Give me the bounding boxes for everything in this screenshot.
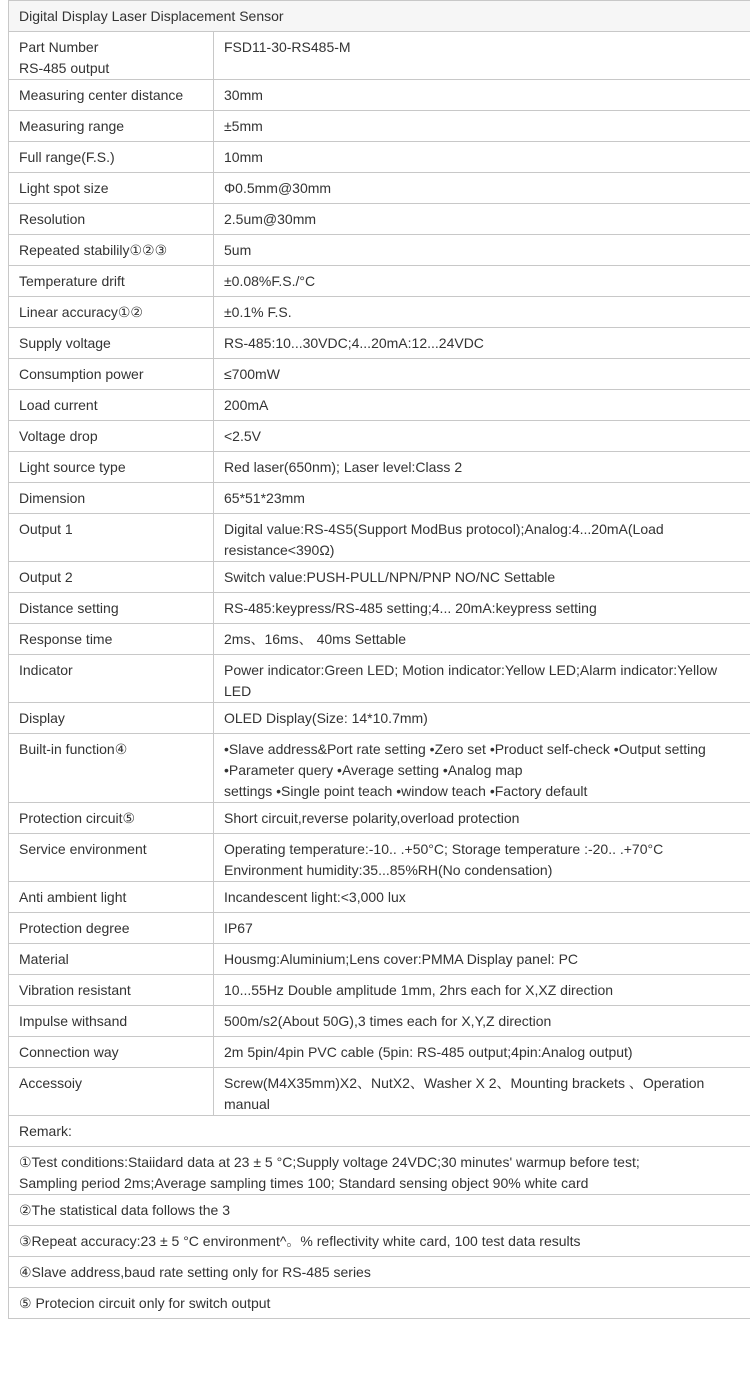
spec-label (9, 655, 214, 703)
spec-label-line: Voltage drop (19, 428, 98, 444)
spec-value (214, 1068, 750, 1116)
spec-value-line: 2ms、16ms、 40ms Settable (224, 631, 407, 647)
spec-label (9, 562, 214, 593)
spec-sheet (8, 0, 750, 1319)
table-row (9, 944, 750, 975)
spec-value-line: Short circuit,reverse polarity,overload protection (224, 810, 520, 826)
table-row (9, 803, 750, 834)
spec-value-line: 10mm (224, 149, 263, 165)
remark-line: ⑤ Protecion circuit only for switch output (19, 1295, 271, 1311)
spec-value (214, 803, 750, 834)
spec-label-line: Output 2 (19, 569, 73, 585)
table-row (9, 655, 750, 703)
spec-label-line: Anti ambient light (19, 889, 127, 905)
spec-label (9, 173, 214, 204)
spec-value-line: 2m 5pin/4pin PVC cable (5pin: RS-485 output;4pin:Analog output) (224, 1044, 633, 1060)
spec-label-line: Output 1 (19, 521, 73, 537)
spec-value-line: Environment humidity:35...85%RH(No condensation) (224, 862, 553, 878)
spec-value (214, 514, 750, 562)
spec-label (9, 80, 214, 111)
spec-label-line: Temperature drift (19, 273, 125, 289)
spec-value-line: 30mm (224, 87, 263, 103)
spec-value (214, 80, 750, 111)
spec-value (214, 624, 750, 655)
remark-row (9, 1226, 750, 1257)
table-row (9, 913, 750, 944)
table-row (9, 452, 750, 483)
spec-label-line: Display (19, 710, 65, 726)
table-row (9, 593, 750, 624)
spec-value (214, 882, 750, 913)
spec-label-line: Indicator (19, 662, 73, 678)
spec-label (9, 803, 214, 834)
spec-label-line: RS-485 output (19, 60, 110, 76)
spec-label-line: Linear accuracy①② (19, 304, 143, 320)
spec-value (214, 483, 750, 514)
spec-value (214, 328, 750, 359)
remark-cell (9, 1288, 750, 1319)
spec-value (214, 452, 750, 483)
spec-label (9, 975, 214, 1006)
remark-row (9, 1257, 750, 1288)
spec-value-line: Switch value:PUSH-PULL/NPN/PNP NO/NC Settable (224, 569, 556, 585)
spec-label (9, 266, 214, 297)
table-row (9, 882, 750, 913)
table-row (9, 1068, 750, 1116)
spec-label-line: Built-in function④ (19, 741, 128, 757)
table-row (9, 975, 750, 1006)
spec-label (9, 882, 214, 913)
spec-label-line: Light source type (19, 459, 126, 475)
spec-label-line: Part Number (19, 39, 99, 55)
spec-label-line: Protection circuit⑤ (19, 810, 136, 826)
spec-label-line: Measuring range (19, 118, 125, 134)
spec-value (214, 703, 750, 734)
spec-label-line: Vibration resistant (19, 982, 131, 998)
remark-line: ②The statistical data follows the 3 (19, 1202, 230, 1218)
spec-value-line: 200mA (224, 397, 269, 413)
spec-label-line: Resolution (19, 211, 86, 227)
remark-line: Remark: (19, 1123, 72, 1139)
spec-value (214, 111, 750, 142)
spec-label-line: Dimension (19, 490, 86, 506)
spec-label (9, 944, 214, 975)
spec-value-line: •Parameter query •Average setting •Analog map (224, 762, 523, 778)
spec-label-line: Material (19, 951, 69, 967)
spec-value-line: ±0.08%F.S./°C (224, 273, 316, 289)
spec-value (214, 913, 750, 944)
remark-cell (9, 1147, 750, 1195)
spec-label (9, 359, 214, 390)
spec-label (9, 734, 214, 803)
remark-cell (9, 1116, 750, 1147)
spec-value-line: ±5mm (224, 118, 263, 134)
spec-value-line: 2.5um@30mm (224, 211, 317, 227)
spec-table (8, 0, 750, 1319)
spec-value-line: 65*51*23mm (224, 490, 305, 506)
table-row (9, 328, 750, 359)
spec-label (9, 593, 214, 624)
spec-value (214, 297, 750, 328)
spec-value (214, 1037, 750, 1068)
table-row (9, 80, 750, 111)
title-row (9, 1, 750, 32)
spec-label (9, 328, 214, 359)
spec-label (9, 204, 214, 235)
spec-label-line: Service environment (19, 841, 147, 857)
table-row (9, 514, 750, 562)
spec-value-line: <2.5V (224, 428, 261, 444)
spec-value (214, 562, 750, 593)
spec-value-line: Operating temperature:-10.. .+50°C; Storage temperature :-20.. .+70°C (224, 841, 664, 857)
spec-value-line: ≤700mW (224, 366, 280, 382)
table-row (9, 834, 750, 882)
spec-value (214, 734, 750, 803)
spec-label (9, 297, 214, 328)
remark-line: ①Test conditions:Staiidard data at 23 ± 5 °C;Supply voltage 24VDC;30 minutes' warmup before test; (19, 1154, 640, 1170)
table-row (9, 562, 750, 593)
table-row (9, 142, 750, 173)
remark-row (9, 1288, 750, 1319)
remark-cell (9, 1257, 750, 1288)
remark-row (9, 1116, 750, 1147)
spec-value (214, 975, 750, 1006)
remark-cell (9, 1226, 750, 1257)
spec-label-line: Accessoiy (19, 1075, 83, 1091)
spec-label-line: Connection way (19, 1044, 119, 1060)
spec-value-line: Screw(M4X35mm)X2、NutX2、Washer X 2、Mounting brackets 、Operation (224, 1075, 705, 1091)
spec-value (214, 32, 750, 80)
table-row (9, 483, 750, 514)
spec-value-line: •Slave address&Port rate setting •Zero set •Product self-check •Output setting (224, 741, 706, 757)
spec-label (9, 452, 214, 483)
spec-label (9, 390, 214, 421)
spec-value (214, 421, 750, 452)
spec-value (214, 173, 750, 204)
table-row (9, 111, 750, 142)
spec-label-line: Load current (19, 397, 98, 413)
spec-value (214, 390, 750, 421)
table-row (9, 734, 750, 803)
spec-value-line: ±0.1% F.S. (224, 304, 292, 320)
spec-value-line: Power indicator:Green LED; Motion indicator:Yellow LED;Alarm indicator:Yellow (224, 662, 718, 678)
spec-label-line: Response time (19, 631, 113, 647)
spec-label-line: Repeated stabilily①②③ (19, 242, 168, 258)
spec-label (9, 421, 214, 452)
spec-label (9, 142, 214, 173)
table-row (9, 235, 750, 266)
spec-label (9, 1006, 214, 1037)
spec-value (214, 1006, 750, 1037)
spec-value (214, 655, 750, 703)
spec-label-line: Full range(F.S.) (19, 149, 115, 165)
spec-value (214, 834, 750, 882)
spec-label (9, 703, 214, 734)
spec-value-line: manual (224, 1096, 270, 1112)
table-row (9, 204, 750, 235)
table-row (9, 1006, 750, 1037)
table-row (9, 266, 750, 297)
spec-label (9, 1037, 214, 1068)
spec-value-line: RS-485:10...30VDC;4...20mA:12...24VDC (224, 335, 484, 351)
spec-label (9, 483, 214, 514)
spec-value-line: Incandescent light:<3,000 lux (224, 889, 406, 905)
spec-label (9, 913, 214, 944)
spec-label-line: Consumption power (19, 366, 144, 382)
table-row (9, 624, 750, 655)
table-title: Digital Display Laser Displacement Sensor (9, 1, 750, 32)
table-row (9, 421, 750, 452)
table-row (9, 703, 750, 734)
spec-label (9, 32, 214, 80)
spec-value-line: LED (224, 683, 252, 699)
table-row (9, 173, 750, 204)
spec-label-line: Measuring center distance (19, 87, 184, 103)
spec-label (9, 514, 214, 562)
spec-label (9, 624, 214, 655)
remark-line: Sampling period 2ms;Average sampling times 100; Standard sensing object 90% white card (19, 1175, 589, 1191)
remark-row (9, 1195, 750, 1226)
spec-label-line: Impulse withsand (19, 1013, 128, 1029)
spec-value-line: OLED Display(Size: 14*10.7mm) (224, 710, 428, 726)
spec-value-line: Φ0.5mm@30mm (224, 180, 332, 196)
spec-value-line: FSD11-30-RS485-M (224, 39, 351, 55)
spec-value-line: 500m/s2(About 50G),3 times each for X,Y,Z direction (224, 1013, 552, 1029)
spec-label-line: Protection degree (19, 920, 130, 936)
spec-value-line: 5um (224, 242, 252, 258)
spec-value (214, 266, 750, 297)
spec-label-line: Supply voltage (19, 335, 111, 351)
remark-row (9, 1147, 750, 1195)
spec-label (9, 834, 214, 882)
spec-label (9, 1068, 214, 1116)
table-row (9, 1037, 750, 1068)
remark-line: ③Repeat accuracy:23 ± 5 °C environment^。% reflectivity white card, 100 test data results (19, 1233, 581, 1249)
spec-label-line: Distance setting (19, 600, 119, 616)
spec-label (9, 235, 214, 266)
spec-value-line: RS-485:keypress/RS-485 setting;4... 20mA:keypress setting (224, 600, 597, 616)
spec-value (214, 235, 750, 266)
spec-value-line: Red laser(650nm); Laser level:Class 2 (224, 459, 463, 475)
table-row (9, 359, 750, 390)
table-row (9, 390, 750, 421)
spec-value-line: resistance<390Ω) (224, 542, 335, 558)
remark-cell (9, 1195, 750, 1226)
spec-value (214, 204, 750, 235)
spec-value (214, 359, 750, 390)
spec-label-line: Light spot size (19, 180, 109, 196)
spec-value-line: Digital value:RS-4S5(Support ModBus protocol);Analog:4...20mA(Load (224, 521, 664, 537)
spec-value-line: settings •Single point teach •window teach •Factory default (224, 783, 588, 799)
spec-table-body (9, 1, 750, 1319)
spec-label (9, 111, 214, 142)
table-row (9, 32, 750, 80)
spec-value (214, 142, 750, 173)
remark-line: ④Slave address,baud rate setting only for RS-485 series (19, 1264, 371, 1280)
spec-value-line: Housmg:Aluminium;Lens cover:PMMA Display panel: PC (224, 951, 579, 967)
table-row (9, 297, 750, 328)
spec-value-line: IP67 (224, 920, 253, 936)
spec-value (214, 593, 750, 624)
spec-value (214, 944, 750, 975)
spec-value-line: 10...55Hz Double amplitude 1mm, 2hrs each for X,XZ direction (224, 982, 614, 998)
